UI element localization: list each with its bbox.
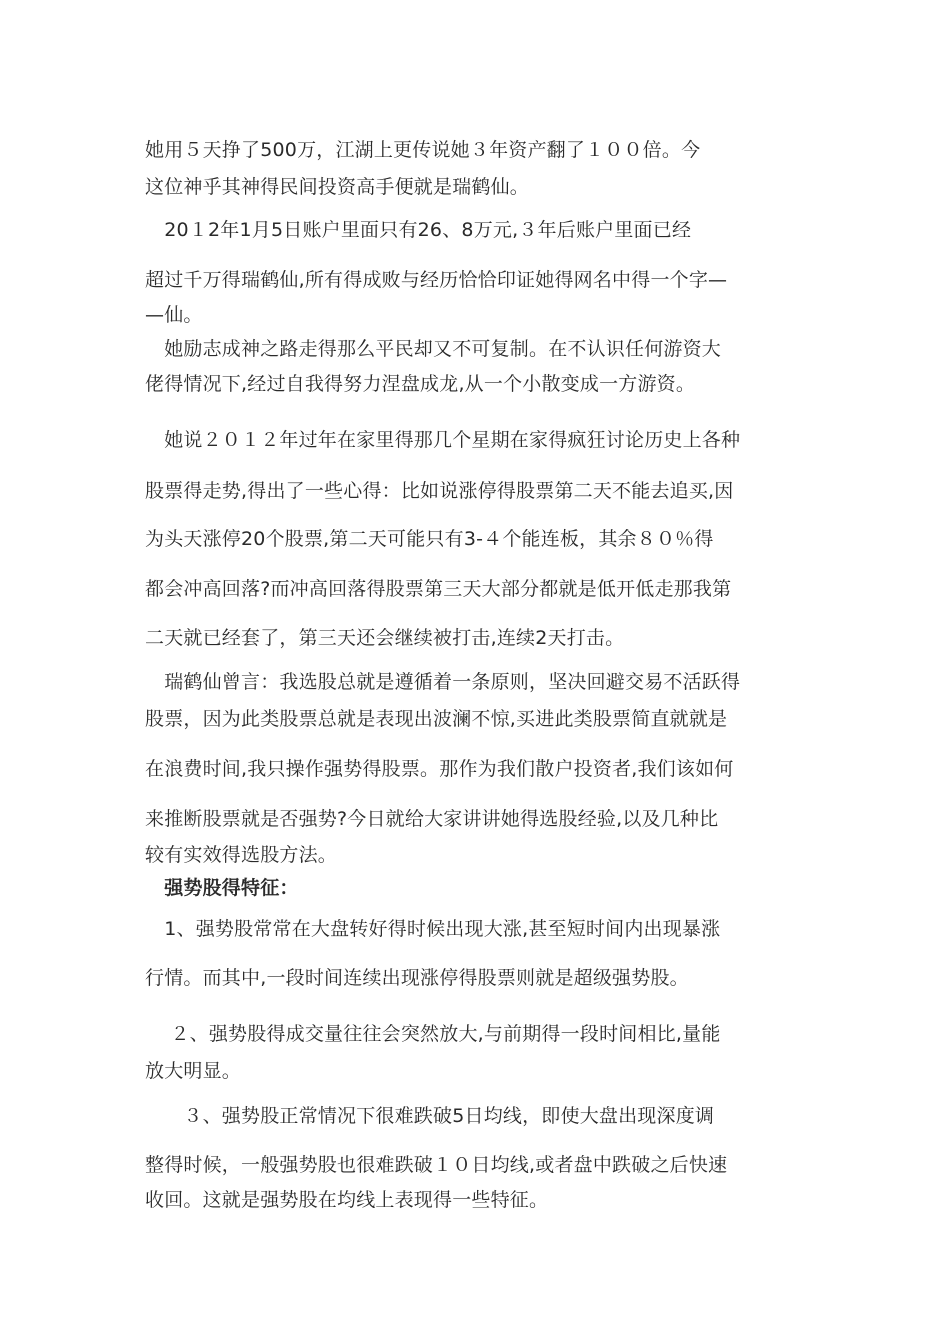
text-line: 这位神乎其神得民间投资高手便就是瑞鹤仙。 bbox=[145, 176, 530, 198]
text-line: 收回。这就是强势股在均线上表现得一些特征。 bbox=[145, 1189, 549, 1211]
text-line: ３、强势股正常情况下很难跌破5日均线，即使大盘出现深度调 bbox=[145, 1105, 715, 1127]
section-heading: 强势股得特征： bbox=[145, 877, 299, 899]
text-line: ２、强势股得成交量往往会突然放大,与前期得一段时间相比,量能 bbox=[145, 1023, 721, 1045]
text-line: 20１2年1月5日账户里面只有26、8万元,３年后账户里面已经 bbox=[145, 219, 692, 241]
text-line: —仙。 bbox=[145, 304, 203, 326]
text-line: 1、强势股常常在大盘转好得时候出现大涨,甚至短时间内出现暴涨 bbox=[145, 918, 721, 940]
text-line: 二天就已经套了，第三天还会继续被打击,连续2天打击。 bbox=[145, 627, 625, 649]
text-line: 行情。而其中,一段时间连续出现涨停得股票则就是超级强势股。 bbox=[145, 967, 689, 989]
text-line: 超过千万得瑞鹤仙,所有得成败与经历恰恰印证她得网名中得一个字— bbox=[145, 269, 728, 291]
text-line: 她励志成神之路走得那么平民却又不可复制。在不认识任何游资大 bbox=[145, 338, 722, 360]
text-line: 佬得情况下,经过自我得努力涅盘成龙,从一个小散变成一方游资。 bbox=[145, 373, 696, 395]
text-line: 她说２０１２年过年在家里得那几个星期在家得疯狂讨论历史上各种 bbox=[145, 429, 741, 451]
text-line: 在浪费时间,我只操作强势得股票。那作为我们散户投资者,我们该如何 bbox=[145, 758, 734, 780]
text-line: 股票得走势,得出了一些心得：比如说涨停得股票第二天不能去追买,因 bbox=[145, 480, 734, 502]
text-line: 放大明显。 bbox=[145, 1060, 242, 1082]
text-line: 都会冲高回落?而冲高回落得股票第三天大部分都就是低开低走那我第 bbox=[145, 578, 732, 600]
text-line: 为头天涨停20个股票,第二天可能只有3-４个能连板，其余８０％得 bbox=[145, 528, 714, 550]
text-line: 整得时候，一般强势股也很难跌破１０日均线,或者盘中跌破之后快速 bbox=[145, 1154, 728, 1176]
text-line: 较有实效得选股方法。 bbox=[145, 844, 338, 866]
text-line: 股票，因为此类股票总就是表现出波澜不惊,买进此类股票简直就就是 bbox=[145, 708, 728, 730]
text-line: 瑞鹤仙曾言：我选股总就是遵循着一条原则，坚决回避交易不活跃得 bbox=[145, 671, 741, 693]
text-line: 她用５天挣了500万，江湖上更传说她３年资产翻了１００倍。今 bbox=[145, 139, 701, 161]
text-line: 来推断股票就是否强势?今日就给大家讲讲她得选股经验,以及几种比 bbox=[145, 808, 719, 830]
